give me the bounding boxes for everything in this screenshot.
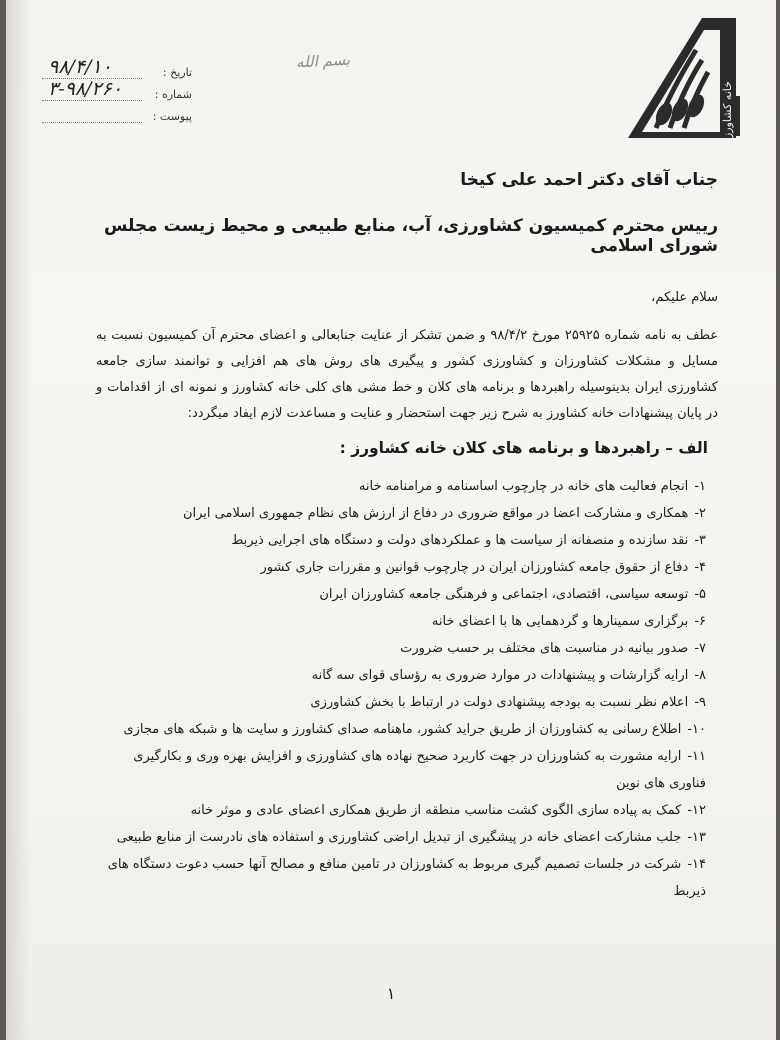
- list-item: ۱۱-ارایه مشورت به کشاورزان در جهت کاربرد صحیح نهاده های کشاورزی و افزایش بهره وری و بکارگیری فناوری های نوین: [133, 749, 706, 791]
- letter-body: [96, 170, 718, 905]
- section-title: الف – راهبردها و برنامه های کلان خانه کشاورز :: [339, 439, 708, 457]
- recipient-position: رییس محترم کمیسیون کشاورزی، آب، منابع طبیعی و محیط زیست مجلس شورای اسلامی: [103, 216, 718, 256]
- attachment-label: پیوست :: [152, 110, 192, 123]
- list-item: ۵-توسعه سیاسی، اقتصادی، اجتماعی و فرهنگی جامعه کشاورزان ایران: [319, 587, 706, 602]
- list-item: ۷-صدور بیانیه در مناسبت های مختلف بر حسب ضرورت: [400, 641, 706, 656]
- number-label: شماره :: [154, 88, 192, 101]
- list-item: ۳-نقد سازنده و منصفانه از سیاست ها و عملکردهای دولت و دستگاه های اجرایی ذیربط: [231, 533, 706, 548]
- list-item: ۸-ارایه گزارشات و پیشنهادات در موارد ضروری به رؤسای قوای سه گانه: [311, 668, 706, 683]
- greeting: سلام علیکم،: [651, 290, 718, 305]
- list-item: ۱۴-شرکت در جلسات تصمیم گیری مربوط به کشاورزان در تامین منافع و مصالح آنها حسب دعوت دستگاه های ذیربط: [107, 857, 706, 899]
- intro-paragraph: عطف به نامه شماره ۲۵۹۲۵ مورخ ۹۸/۴/۲ و ضمن تشکر از عنایت جنابعالی و اعضای محترم آن کمیسیون نسبت به مسایل و مشکلات کشاورزان و کشاورزی کشور و پیگیری های روش های هم افزایی و توانمند سازی جامعه کشاورزی ایران بدینوسیله راهبردها و برنامه های کلان و خط مشی های کلی خانه کشاورز و نمونه ای از اقدامات و در پایان پیشنهادات خانه کشاورز به شرح زیر جهت استحضار و عنایت و مساعدت لازم ایفاد میگردد:: [96, 328, 718, 421]
- attachment-row: [42, 106, 192, 128]
- list-item: ۱۲-کمک به پیاده سازی الگوی کشت مناسب منطقه از طریق همکاری اعضای عادی و موثر خانه: [190, 803, 706, 818]
- list-item: ۱۳-جلب مشارکت اعضای خانه در پیشگیری از تبدیل اراضی کشاورزی و استفاده های نادرست از منابع طبیعی: [116, 830, 706, 845]
- list-item: ۴-دفاع از حقوق جامعه کشاورزان ایران در چارچوب قوانین و مقررات جاری کشور: [260, 560, 706, 575]
- letter-page: [6, 0, 776, 1040]
- date-value: ۹۸/۴/۱۰: [48, 56, 112, 78]
- recipient-name: جناب آقای دکتر احمد علی کیخا: [460, 170, 718, 190]
- wheat-logo-icon: [618, 10, 758, 150]
- paper-fold-shadow: [6, 0, 32, 1040]
- list-item: ۶-برگزاری سمینارها و گردهمایی ها با اعضای خانه: [431, 614, 706, 629]
- logo-text: خانه کشاورز: [721, 81, 734, 138]
- organization-logo: [618, 10, 758, 150]
- list-item: ۱-انجام فعالیت های خانه در چارچوب اساسنامه و مرامنامه خانه: [358, 479, 706, 494]
- handwritten-note: بسم الله: [295, 50, 351, 72]
- number-row: [42, 78, 192, 106]
- page-number: ۱: [386, 984, 396, 1003]
- list-item: ۲-همکاری و مشارکت اعضا در مواقع ضروری در دفاع از ارزش های نظام جمهوری اسلامی ایران: [182, 506, 706, 521]
- strategy-list: [96, 473, 718, 905]
- list-item: ۹-اعلام نظر نسبت به بودجه پیشنهادی دولت در ارتباط با بخش کشاورزی: [310, 695, 706, 710]
- number-value: ۳-۹۸/۲۶۰: [48, 78, 123, 100]
- letter-meta: [42, 56, 192, 128]
- list-item: ۱۰-اطلاع رسانی به کشاورزان از طریق جراید کشور، ماهنامه صدای کشاورز و سایت ها و شبکه های مجازی: [123, 722, 706, 737]
- date-label: تاریخ :: [162, 66, 192, 79]
